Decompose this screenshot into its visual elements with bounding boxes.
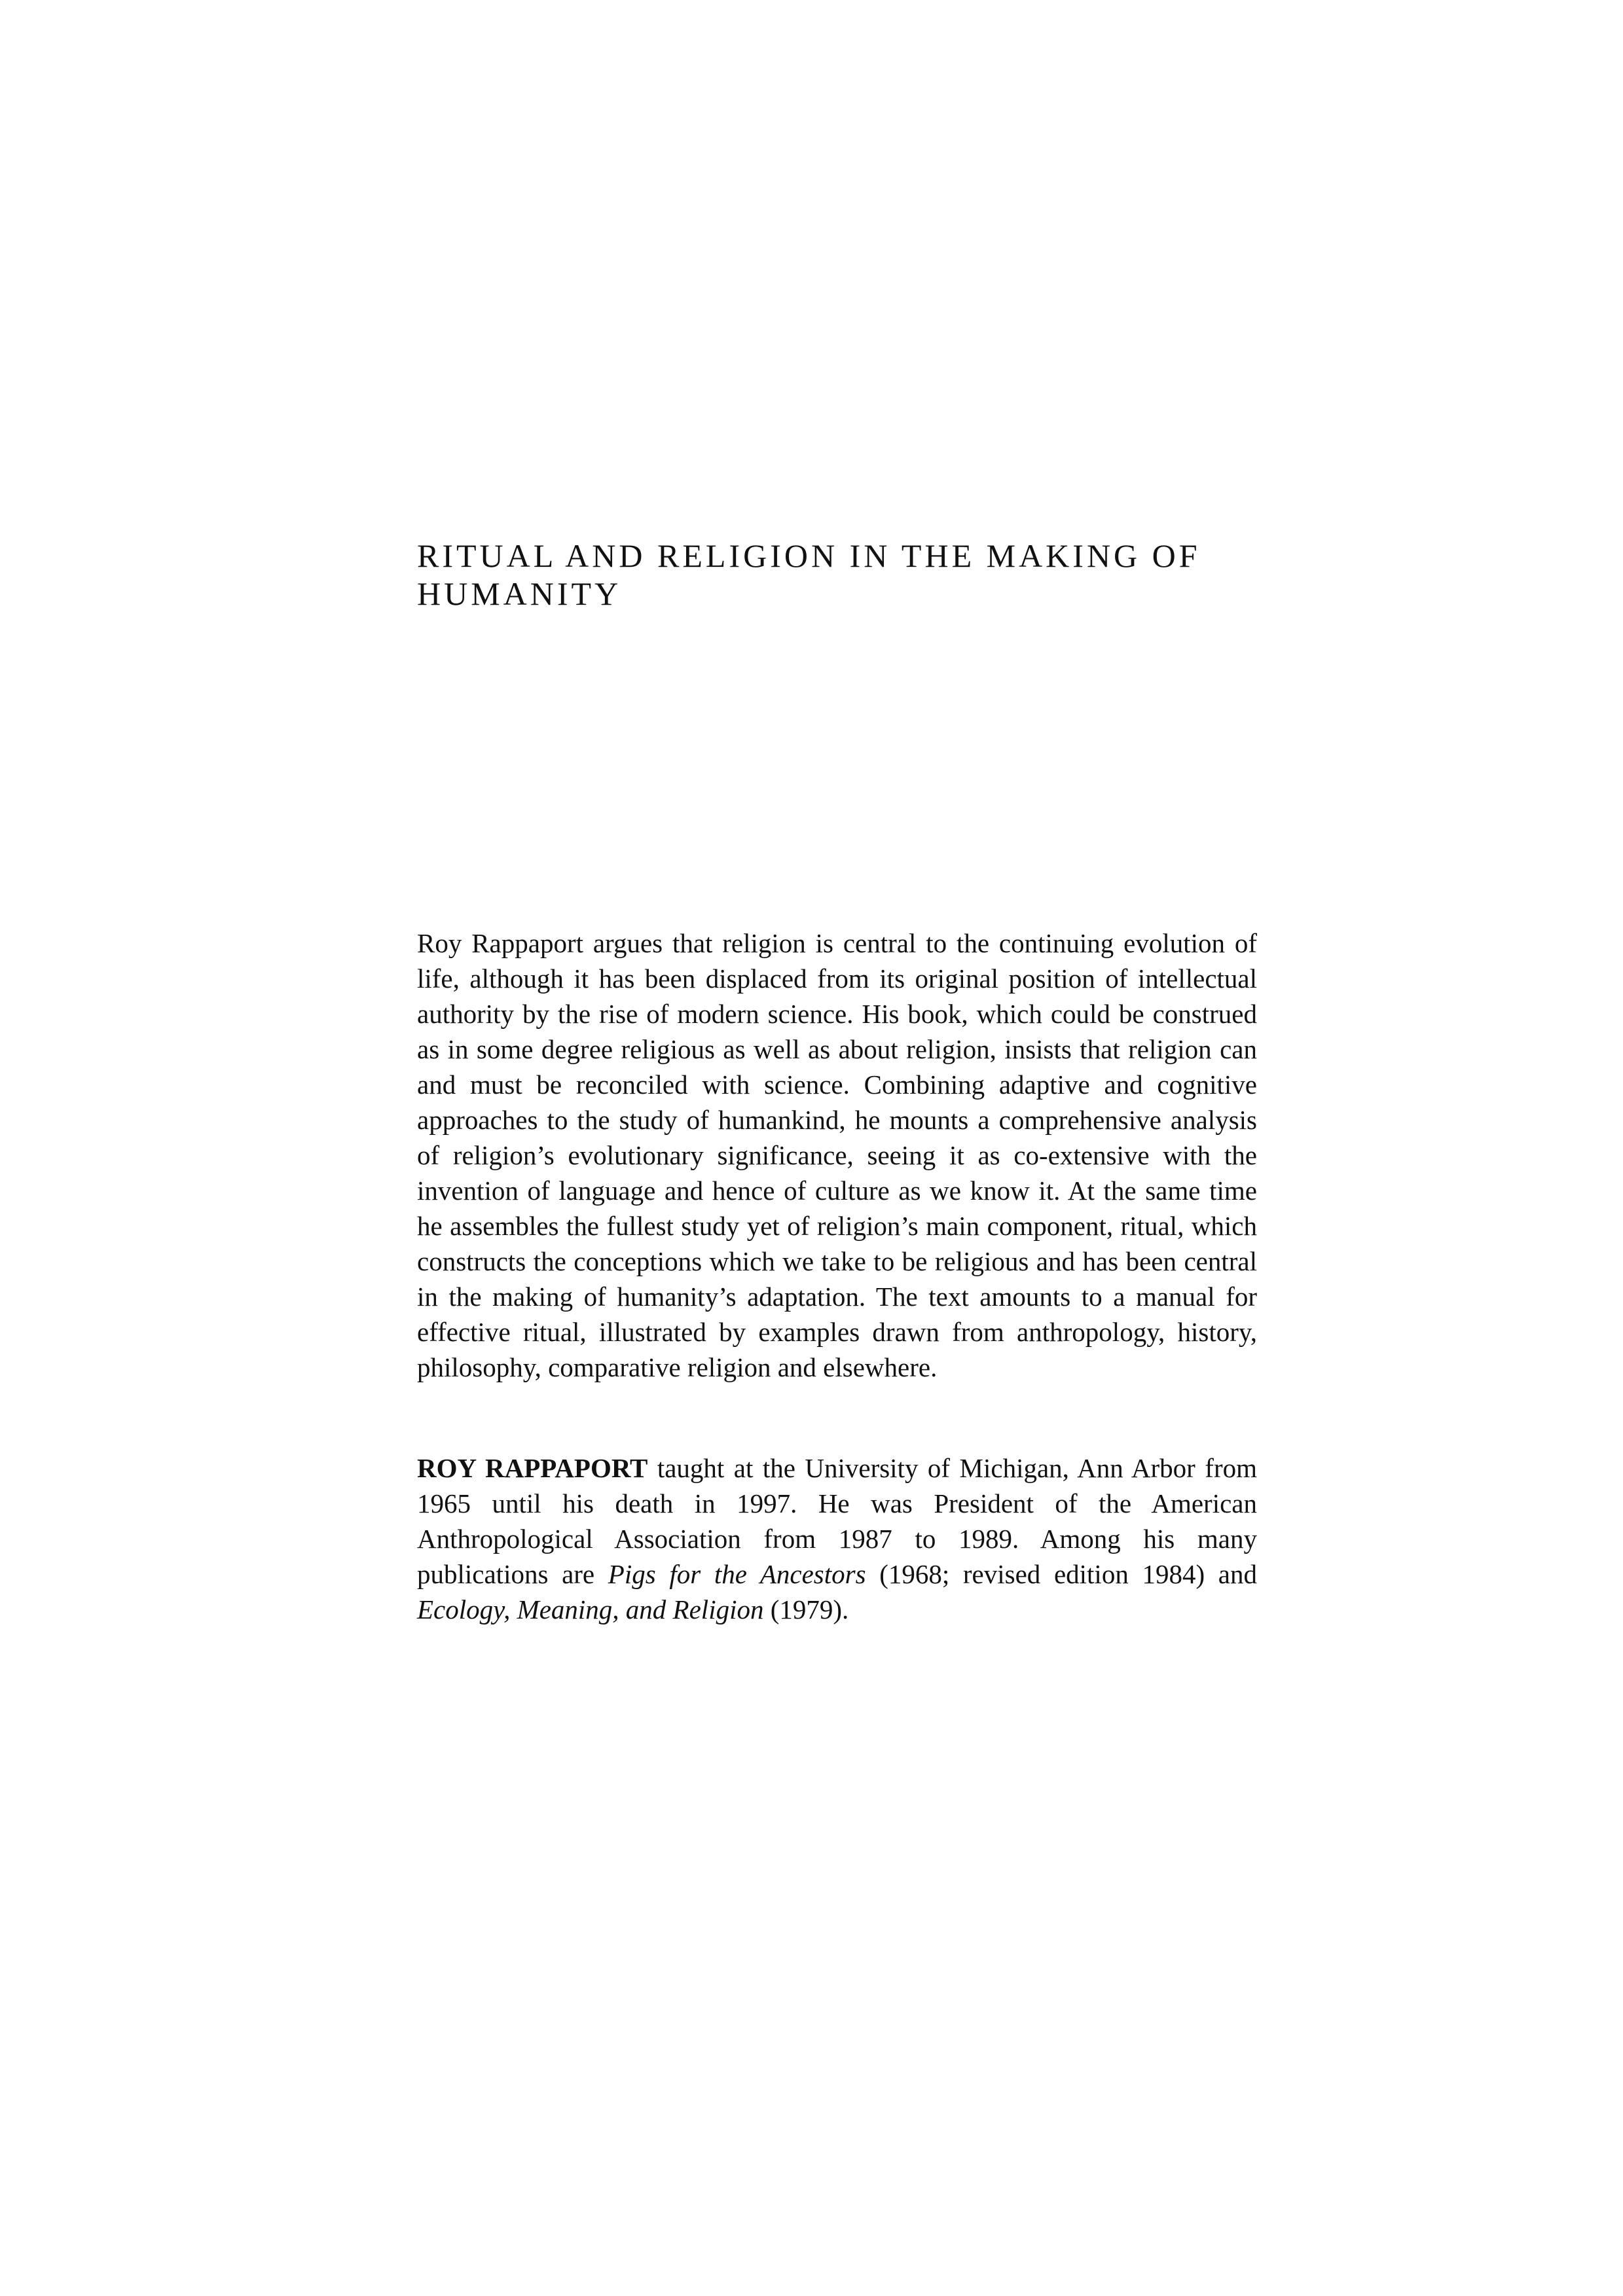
- bio-text-2: (1968; revised edition 1984) and: [866, 1559, 1257, 1589]
- book-title-pigs: Pigs for the Ancestors: [608, 1559, 866, 1589]
- book-title-line-1: RITUAL AND RELIGION IN THE MAKING OF: [417, 537, 1201, 574]
- book-title-ecology: Ecology, Meaning, and Religion: [417, 1594, 764, 1624]
- bio-text-3: (1979).: [763, 1594, 849, 1624]
- book-description: Roy Rappaport argues that religion is central to the continuing evolution of life, although it has been displaced from its original position of intellectual authority by the rise of modern science. His book, which could be construed as in some degree religious as well as about religion, insists that religion can and must be reconciled with science. Combining adaptive and cognitive approaches to the study of humankind, he mounts a comprehensive analysis of religion’s evolutionary significance, seeing it as co-extensive with the invention of language and hence of culture as we know it. At the same time he assembles the fullest study yet of religion’s main component, ritual, which constructs the conceptions which we take to be religious and has been central in the making of humanity’s adaptation. The text amounts to a manual for effective ritual, illustrated by examples drawn from anthropology, history, philosophy, comparative religion and elsewhere.: [417, 928, 1257, 1382]
- bio-text-1: taught at the University of Michigan, Ann Arbor from 1965 until his death in 1997. He was President of the American Anthropological Association from 1987 to 1989. Among his many publications are: [417, 1453, 1257, 1589]
- author-name: ROY RAPPAPORT: [417, 1453, 648, 1483]
- book-title-line-2: HUMANITY: [417, 575, 622, 612]
- author-biography: [417, 1450, 1257, 1627]
- book-title: [417, 537, 1268, 613]
